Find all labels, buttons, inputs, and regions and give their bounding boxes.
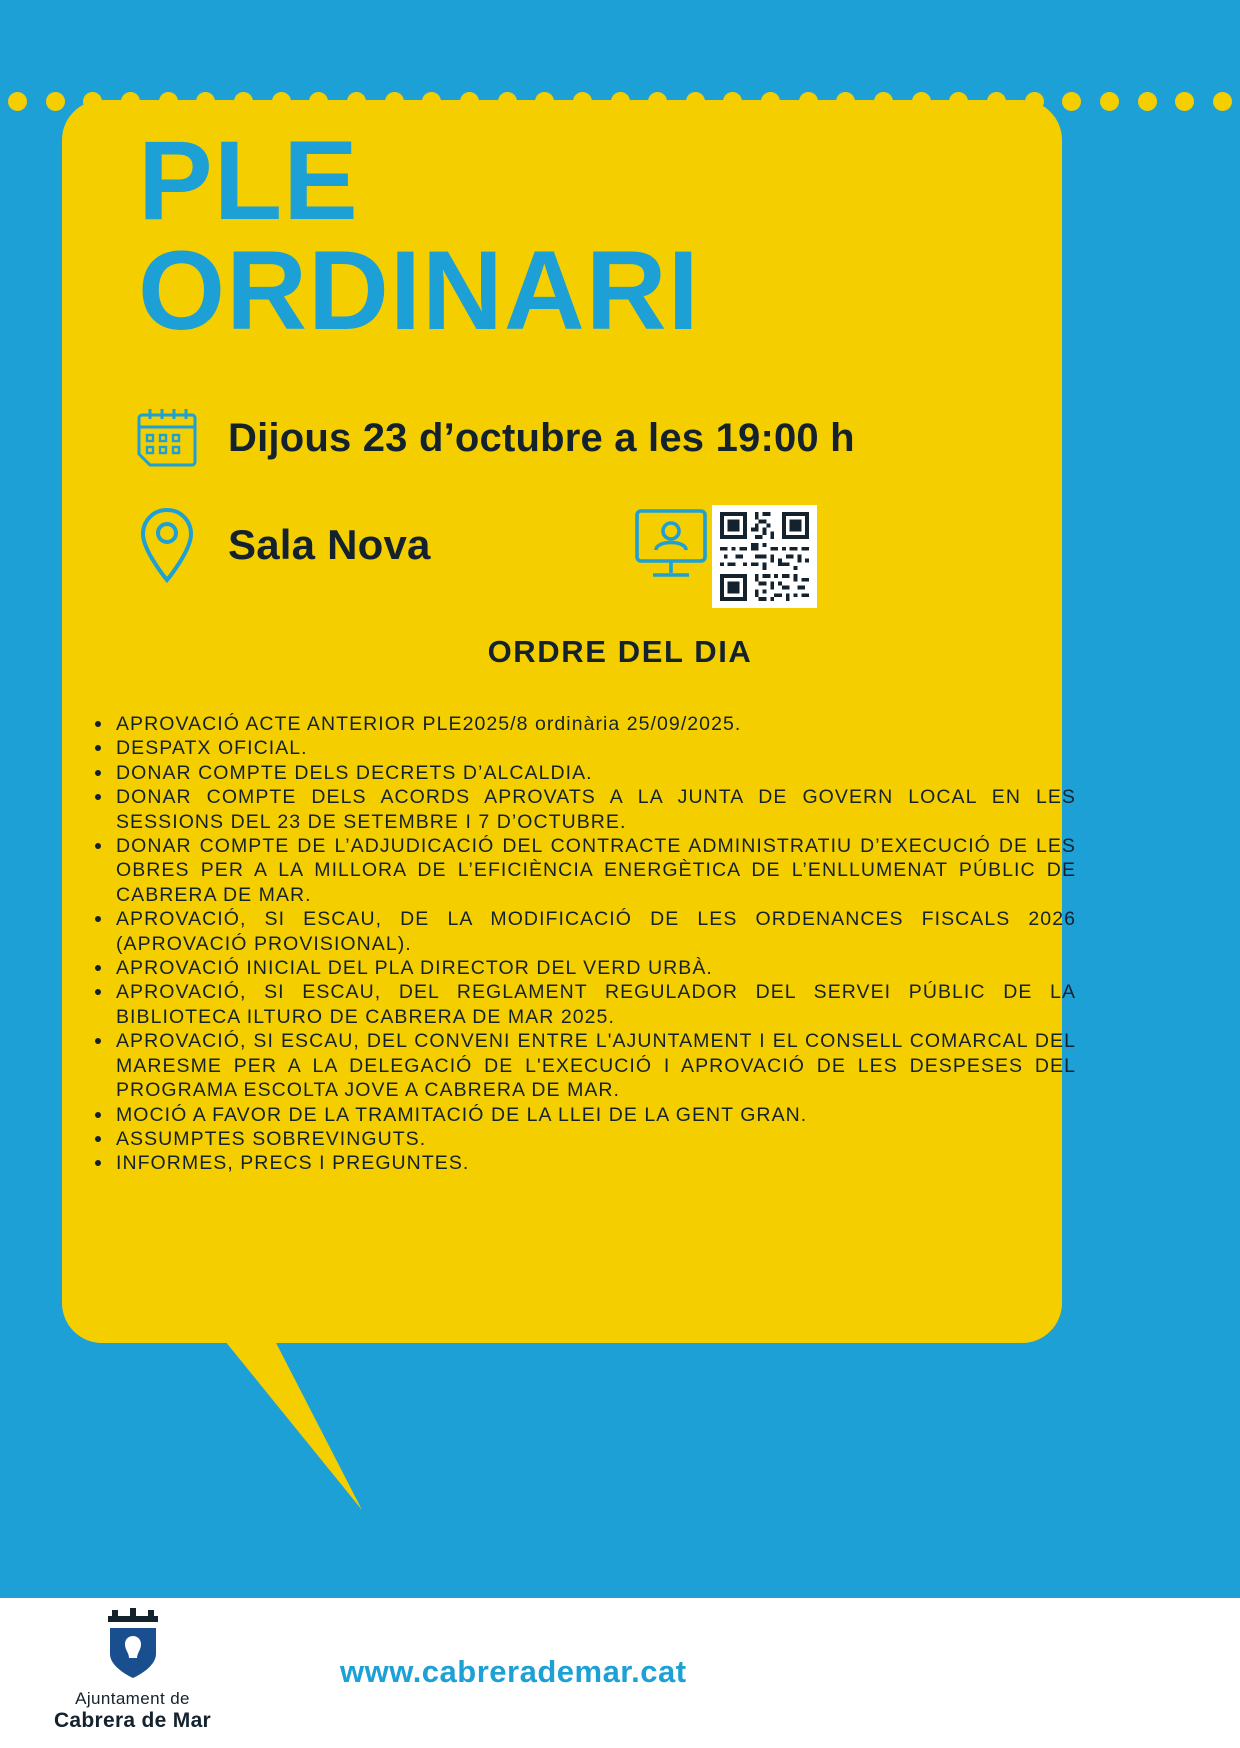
dot xyxy=(874,92,893,111)
dot xyxy=(949,92,968,111)
dot xyxy=(272,92,291,111)
dot xyxy=(987,92,1006,111)
list-item: MOCIÓ A FAVOR DE LA TRAMITACIÓ DE LA LLEI DE LA GENT GRAN. xyxy=(116,1103,1076,1127)
dot xyxy=(83,92,102,111)
dot xyxy=(1025,92,1044,111)
calendar-icon xyxy=(130,398,204,478)
agenda-heading: ORDRE DEL DIA xyxy=(487,634,753,669)
dot xyxy=(1138,92,1157,111)
list-item: APROVACIÓ, SI ESCAU, DEL CONVENI ENTRE L'AJUNTAMENT I EL CONSELL COMARCAL DEL MARESME PER A LA DELEGACIÓ DE L'EXECUCIÓ I APROVACIÓ DE LES DESPESES DEL PROGRAMA ESCOLTA JOVE A CABRERA DE MAR. xyxy=(116,1030,1076,1102)
list-item: INFORMES, PRECS I PREGUNTES. xyxy=(116,1151,1076,1175)
date-row xyxy=(130,398,855,478)
list-item: ASSUMPTES SOBREVINGUTS. xyxy=(116,1127,1076,1151)
dot xyxy=(1213,92,1232,111)
website-url[interactable]: www.cabrerademar.cat xyxy=(340,1654,687,1689)
dot xyxy=(498,92,517,111)
dot xyxy=(761,92,780,111)
dot xyxy=(799,92,818,111)
dot xyxy=(460,92,479,111)
list-item: APROVACIÓ ACTE ANTERIOR PLE2025/8 ordinària 25/09/2025. xyxy=(116,712,1076,736)
dot xyxy=(8,92,27,111)
logo-line-1: Ajuntament de xyxy=(75,1689,190,1708)
logo-line-2: Cabrera de Mar xyxy=(53,1709,212,1732)
meeting-date: Dijous 23 d’octubre a les 19:00 h xyxy=(228,415,855,460)
dot xyxy=(1175,92,1194,111)
town-crest-icon xyxy=(88,1608,178,1682)
location-pin-icon xyxy=(130,505,204,585)
dot xyxy=(1100,92,1119,111)
qr-code-icon[interactable] xyxy=(712,505,817,608)
footer xyxy=(0,1598,1240,1748)
town-logo xyxy=(40,1608,225,1733)
dot xyxy=(836,92,855,111)
speech-bubble-tail xyxy=(212,1325,372,1525)
list-item: APROVACIÓ, SI ESCAU, DEL REGLAMENT REGULADOR DEL SERVEI PÚBLIC DE LA BIBLIOTECA ILTURO DE CABRERA DE MAR 2025. xyxy=(116,981,1076,1028)
dot xyxy=(648,92,667,111)
dot xyxy=(385,92,404,111)
dot xyxy=(686,92,705,111)
dot xyxy=(723,92,742,111)
page-title xyxy=(138,118,958,353)
title-line-2: ORDINARI xyxy=(138,227,700,353)
dot xyxy=(159,92,178,111)
meeting-place: Sala Nova xyxy=(228,521,431,568)
list-item: DONAR COMPTE DE L’ADJUDICACIÓ DEL CONTRACTE ADMINISTRATIU D’EXECUCIÓ DE LES OBRES PER A LA MILLORA DE L’EFICIÈNCIA ENERGÈTICA DE L’ENLLUMENAT PÚBLIC DE CABRERA DE MAR. xyxy=(116,835,1076,906)
title-line-1: PLE xyxy=(138,118,359,243)
dot xyxy=(234,92,253,111)
dot xyxy=(535,92,554,111)
list-item: APROVACIÓ INICIAL DEL PLA DIRECTOR DEL VERD URBÀ. xyxy=(116,956,1076,980)
location-row xyxy=(130,505,431,585)
dot xyxy=(46,92,65,111)
list-item: APROVACIÓ, SI ESCAU, DE LA MODIFICACIÓ DE LES ORDENANCES FISCALS 2026 (APROVACIÓ PROVISIONAL). xyxy=(116,908,1076,955)
list-item: DONAR COMPTE DELS ACORDS APROVATS A LA JUNTA DE GOVERN LOCAL EN LES SESSIONS DEL 23 DE SETEMBRE I 7 D’OCTUBRE. xyxy=(116,786,1076,833)
dot xyxy=(309,92,328,111)
dot xyxy=(1062,92,1081,111)
dot xyxy=(573,92,592,111)
dot xyxy=(347,92,366,111)
dot xyxy=(912,92,931,111)
dot xyxy=(121,92,140,111)
dot xyxy=(611,92,630,111)
dot-row-decoration xyxy=(0,88,1240,114)
online-streaming-icon xyxy=(633,505,709,585)
list-item: DONAR COMPTE DELS DECRETS D’ALCALDIA. xyxy=(116,761,1076,785)
dot xyxy=(196,92,215,111)
agenda-list xyxy=(78,712,1076,1176)
dot xyxy=(422,92,441,111)
list-item: DESPATX OFICIAL. xyxy=(116,736,1076,760)
